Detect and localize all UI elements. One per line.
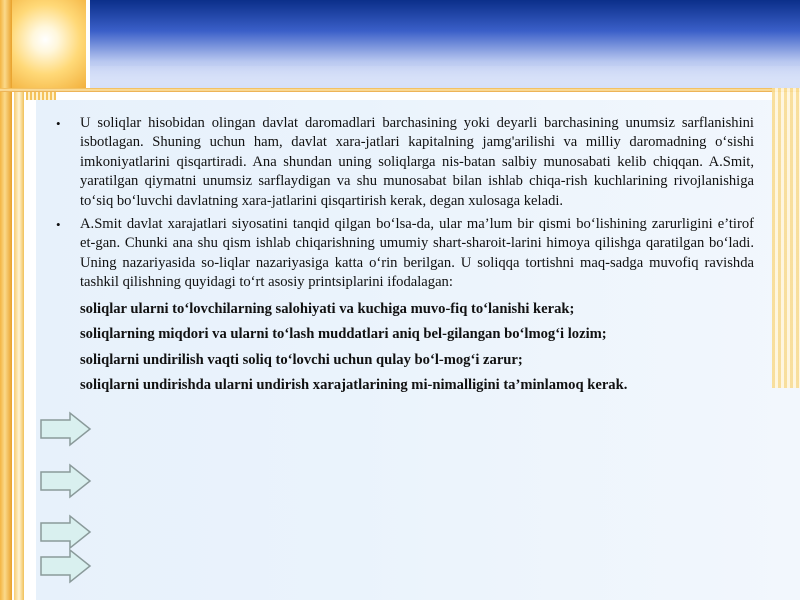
header-divider — [0, 88, 800, 92]
principle-item: soliqlar ularni to‘lovchilarning salohiyati va kuchiga muvo-fiq to‘lanishi kerak; — [80, 300, 575, 317]
principle-item: soliqlarni undirilish vaqti soliq to‘lovchi uchun qulay bo‘l-mog‘i zarur; — [80, 351, 523, 368]
principle-item: soliqlarning miqdori va ularni to‘lash muddatlari aniq bel-gilangan bo‘lmog‘i lozim; — [80, 326, 607, 343]
bullet-item — [52, 114, 754, 211]
right-arrow-icon — [40, 463, 92, 499]
bullet-marker: • — [56, 217, 61, 233]
decorative-strips — [26, 92, 56, 100]
principle-item: soliqlarni undirishda ularni undirish xarajatlarining mi-nimalligini ta’minlamoq kerak. — [80, 377, 628, 394]
left-decorative-bar-inner — [14, 92, 24, 600]
bullet-item — [52, 215, 754, 293]
principles-list — [80, 297, 754, 399]
bullet-text: U soliqlar hisobidan olingan davlat daromadlari barchasining yoki deyarli barchasining unumsiz sarflanishini isbotlagan. Shuning uchun ham, davlat xara-jatlari kapitalning jamg'arilishi va milliy daromadning o‘sishi imkoniyatlarini qisqartiradi. Ana shundan uning soliqlarga nis-batan salbiy munosabati kelib chiqqan. A.Smit, yaratilgan qiymatni unumsiz sarflaydigan va shu munosabat bilan ishlab chiqa-rish kuchlarining rivojlanishiga to‘siq bo‘luvchi davlatning xara-jatlarini qisqartirish kerak, degan xulosaga keladi. — [80, 115, 754, 209]
right-decorative-strips — [772, 88, 800, 388]
bullet-text: A.Smit davlat xarajatlari siyosatini tanqid qilgan bo‘lsa-da, ular ma’lum bir qismi bo‘lishining zarurligini e’tirof et-gan. Chunki ana shu qism ishlab chiqarishning umumiy shart-sharoit-larini himoya qilishga qaratilgan bo‘ladi. Uning nazariyasida so-liqlar nazariyasiga katta o‘rin berilgan. U soliqqa tortishni maq-sadga muvofiq ravishda tashkil qilishning quyidagi to‘rt asosiy printsiplarini ifodalagan: — [80, 216, 754, 291]
bullet-marker: • — [56, 116, 61, 131]
right-arrow-icon — [40, 548, 92, 584]
right-arrow-icon — [40, 514, 92, 550]
slide-body — [52, 114, 754, 399]
corner-decoration — [12, 0, 86, 88]
header-band — [90, 0, 800, 88]
right-arrow-icon — [40, 411, 92, 447]
